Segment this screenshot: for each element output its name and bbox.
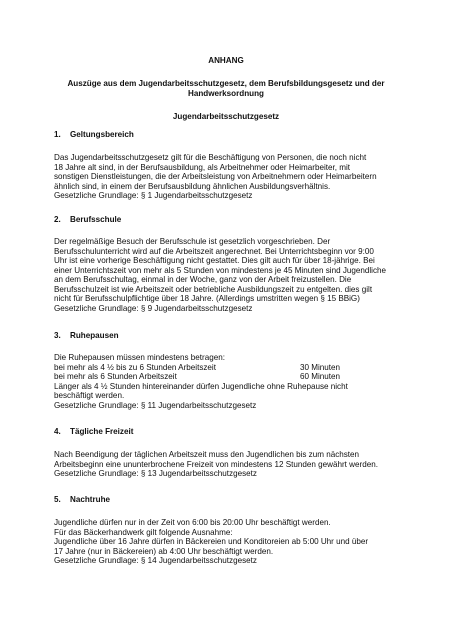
- pause-row-value: 30 Minuten: [300, 362, 341, 372]
- section-5-line: Jugendliche dürfen nur in der Zeit von 6:00 bis 20:00 Uhr beschäftigt werden.: [54, 518, 331, 527]
- section-2-line: an dem Berufsschultag, einmal in der Woche, ganz von der Arbeit freizustellen. Die: [54, 275, 352, 284]
- section-heading-5: [54, 495, 110, 504]
- legal-basis: Gesetzliche Grundlage: § 9 Jugendarbeitsschutzgesetz: [54, 303, 253, 313]
- section-1-line: Das Jugendarbeitsschutzgesetz gilt für die Beschäftigung von Personen, die noch nicht: [54, 153, 367, 162]
- section-number: 2.: [54, 215, 61, 224]
- section-3-intro: Die Ruhepausen müssen mindestens betragen:: [54, 353, 225, 362]
- pause-row-value: 60 Minuten: [300, 372, 341, 381]
- legal-basis: Gesetzliche Grundlage: § 14 Jugendarbeitsschutzgesetz: [54, 556, 257, 565]
- section-4-line: Nach Beendigung der täglichen Arbeitszeit muss den Jugendlichen bis zum nächsten: [54, 450, 360, 459]
- section-5-line: 17 Jahre (nur in Bäckereien) ab 4:00 Uhr beschäftigt werden.: [54, 546, 274, 556]
- section-3-line: Länger als 4 ½ Stunden hintereinander dürfen Jugendliche ohne Ruhepause nicht: [54, 381, 348, 391]
- section-1-line: 18 Jahre alt sind, in der Berufsausbildung, als Arbeitnehmer oder Heimarbeiter, mit: [54, 162, 351, 172]
- section-3-line: beschäftigt werden.: [54, 391, 125, 400]
- pause-row: [54, 372, 374, 382]
- section-number: 1.: [54, 130, 61, 139]
- section-4-line: Arbeitsbeginn eine ununterbrochene Freizeit von mindestens 12 Stunden gewährt werden.: [54, 459, 378, 469]
- section-title: Ruhepausen: [70, 331, 119, 340]
- section-title: Nachtruhe: [70, 495, 111, 504]
- legal-basis: Gesetzliche Grundlage: § 13 Jugendarbeitsschutzgesetz: [54, 469, 257, 478]
- section-number: 3.: [54, 331, 61, 340]
- law-heading: Jugendarbeitsschutzgesetz: [172, 112, 280, 121]
- section-title: Tägliche Freizeit: [70, 427, 134, 436]
- legal-basis: Gesetzliche Grundlage: § 11 Jugendarbeitsschutzgesetz: [54, 400, 257, 410]
- section-5-line: Jugendliche über 16 Jahre dürfen in Bäckereien und Konditoreien ab 5:00 Uhr und über: [54, 537, 369, 546]
- section-2-line: Uhr ist eine vorherige Beschäftigung nicht gestattet. Dies gilt auch für über 18-jährige. Bei: [54, 256, 375, 265]
- section-1-line: sonstigen Dienstleistungen, die der Arbeitsleistung von Arbeitnehmern oder Heimarbeitern: [54, 172, 377, 181]
- section-2-line: Berufsschulunterricht wird auf die Arbeitszeit angerechnet. Bei Unterrichtsbeginn vor 9:00: [54, 246, 374, 256]
- section-heading-1: [54, 130, 134, 139]
- doc-title: ANHANG: [208, 56, 244, 65]
- section-1-line: ähnlich sind, in einem der Berufsausbildung ähnlichen Ausbildungsverhältnis.: [54, 181, 331, 191]
- section-heading-2: [54, 215, 121, 224]
- section-title: Berufsschule: [70, 215, 122, 224]
- section-2-line: Berufsschulzeit ist wie Arbeitszeit oder betriebliche Ausbildungszeit zu entgelten. dies gilt: [54, 284, 373, 294]
- section-heading-3: [54, 331, 119, 340]
- legal-basis: Gesetzliche Grundlage: § 1 Jugendarbeitsschutzgesetz: [54, 191, 253, 200]
- section-2-line: Der regelmäßige Besuch der Berufsschule ist gesetzlich vorgeschrieben. Der: [54, 237, 331, 246]
- section-heading-4: [54, 427, 133, 436]
- section-title: Geltungsbereich: [70, 130, 134, 139]
- pause-row: [54, 363, 374, 373]
- section-number: 5.: [54, 495, 61, 504]
- section-2-line: nicht für Berufsschulpflichtige über 18 Jahre. (Allerdings umstritten wegen § 15 BBiG): [54, 294, 360, 303]
- pause-row-label: bei mehr als 4 ½ bis zu 6 Stunden Arbeitszeit: [54, 362, 216, 372]
- doc-subtitle-line-1: Auszüge aus dem Jugendarbeitsschutzgesetz, dem Berufsbildungsgesetz und der: [67, 79, 385, 88]
- section-number: 4.: [54, 427, 61, 436]
- pause-row-label: bei mehr als 6 Stunden Arbeitszeit: [54, 372, 177, 381]
- section-2-line: einer Unterrichtszeit von mehr als 5 Stunden von mindestens je 45 Minuten sind Jugendliche: [54, 265, 387, 275]
- doc-subtitle-line-2: Handwerksordnung: [188, 89, 264, 98]
- section-5-line: Für das Bäckerhandwerk gilt folgende Ausnahme:: [54, 527, 233, 537]
